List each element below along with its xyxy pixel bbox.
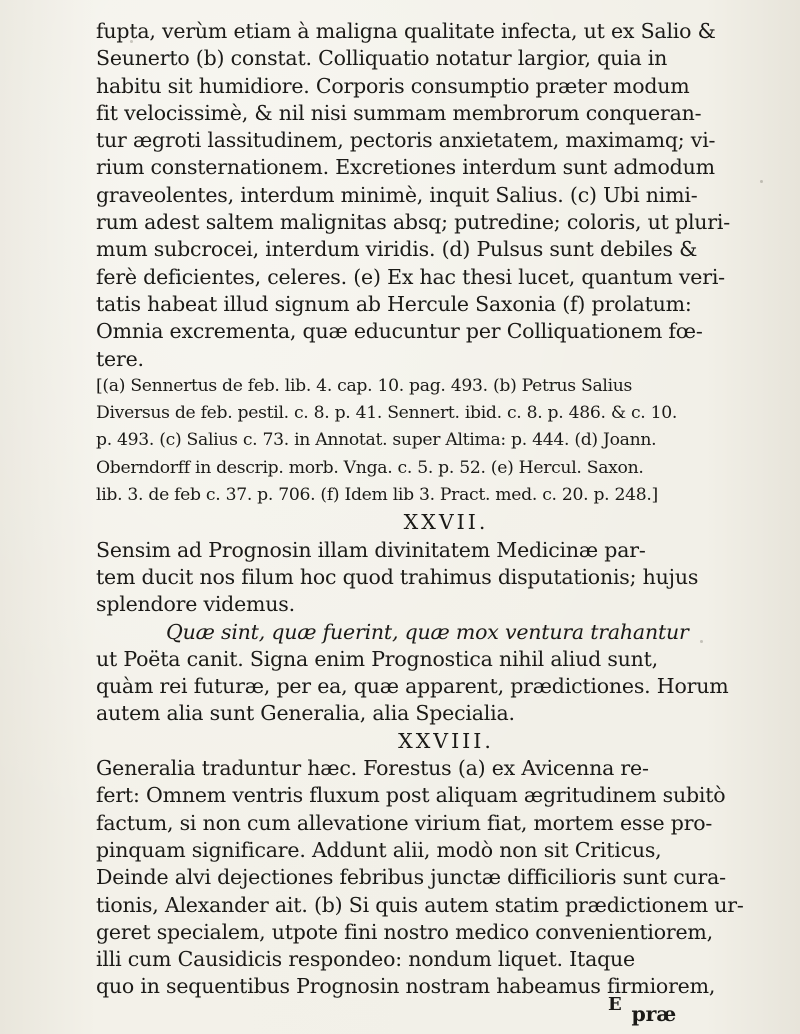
footnote-line: lib. 3. de feb c. 37. p. 706. (f) Idem lib 3. Pract. med. c. 20. p. 248.]	[96, 485, 658, 506]
paper-speck	[760, 180, 763, 183]
text-line: tem ducit nos filum hoc quod trahimus disputationis; hujus	[96, 564, 699, 589]
catchword: præ	[631, 1001, 676, 1026]
text-line: ut Poëta canit. Signa enim Prognostica nihil aliud sunt,	[96, 646, 658, 671]
footnote-line: Oberndorff in descrip. morb. Vnga. c. 5. p. 52. (e) Hercul. Saxon.	[96, 457, 644, 478]
paper-speck	[700, 640, 703, 643]
text-line: Sensim ad Prognosin illam divinitatem Medicinæ par-	[96, 537, 646, 562]
text-line: geret specialem, utpote fini nostro medico convenientiorem,	[96, 919, 713, 944]
text-line: rium consternationem. Excretiones interdum sunt admodum	[96, 155, 715, 180]
footnote-line: Diversus de feb. pestil. c. 8. p. 41. Sennert. ibid. c. 8. p. 486. & c. 10.	[96, 403, 678, 424]
section-heading: XXVIII.	[398, 728, 494, 753]
text-line: Omnia excrementa, quæ educuntur per Colliquationem fœ-	[96, 319, 703, 344]
paper-speck	[130, 40, 133, 43]
footnotes	[96, 373, 756, 509]
text-line: quo in sequentibus Prognosin nostram habeamus firmiorem,	[96, 974, 716, 999]
text-line: rum adest saltem malignitas absq; putredine; coloris, ut pluri-	[96, 210, 730, 235]
signature-mark: E	[608, 994, 622, 1015]
text-line: habitu sit humidiore. Corporis consumptio præter modum	[96, 73, 690, 98]
section-heading: XXVII.	[403, 510, 489, 535]
text-line: splendore videmus.	[96, 592, 295, 617]
text-line: mum subcrocei, interdum viridis. (d) Pulsus sunt debiles &	[96, 237, 698, 262]
text-line: illi cum Causidicis respondeo: nondum liquet. Itaque	[96, 947, 635, 972]
text-line: factum, si non cum allevatione virium fiat, mortem esse pro-	[96, 810, 713, 835]
paper-speck	[140, 960, 143, 963]
footnote-line: p. 493. (c) Salius c. 73. in Annotat. super Altima: p. 444. (d) Joann.	[96, 430, 657, 451]
text-line: quàm rei futuræ, per ea, quæ apparent, prædictiones. Horum	[96, 674, 729, 699]
text-line: graveolentes, interdum minimè, inquit Salius. (c) Ubi nimi-	[96, 182, 698, 207]
footnote-line: [(a) Sennertus de feb. lib. 4. cap. 10. pag. 493. (b) Petrus Salius	[96, 375, 633, 396]
section-xxviii	[96, 728, 756, 1001]
text-line: pinquam significare. Addunt alii, modò non sit Criticus,	[96, 837, 662, 862]
text-line: Deinde alvi dejectiones febribus junctæ difficilioris sunt cura-	[96, 865, 726, 890]
text-line: tionis, Alexander ait. (b) Si quis autem statim prædictionem ur-	[96, 892, 744, 917]
text-line: autem alia sunt Generalia, alia Specialia.	[96, 701, 515, 726]
body-paragraph	[96, 18, 756, 373]
text-line: Seunerto (b) constat. Colliquatio notatur largior, quia in	[96, 46, 668, 71]
text-line: ferè deficientes, celeres. (e) Ex hac thesi lucet, quantum veri-	[96, 264, 725, 289]
text-line: fit velocissimè, & nil nisi summam membrorum conqueran-	[96, 100, 702, 125]
text-line: Generalia traduntur hæc. Forestus (a) ex Avicenna re-	[96, 756, 649, 781]
verse-quotation: Quæ sint, quæ fuerint, quæ mox ventura trahantur	[166, 619, 689, 644]
text-line: tur ægroti lassitudinem, pectoris anxietatem, maximamq; vi-	[96, 128, 716, 153]
text-line: fupta, verùm etiam à maligna qualitate infecta, ut ex Salio &	[96, 19, 716, 43]
section-xxvii	[96, 509, 756, 727]
text-line: tatis habeat illud signum ab Hercule Saxonia (f) prolatum:	[96, 291, 692, 316]
text-line: fert: Omnem ventris fluxum post aliquam ægritudinem subitò	[96, 783, 726, 808]
text-line: tere.	[96, 346, 144, 371]
